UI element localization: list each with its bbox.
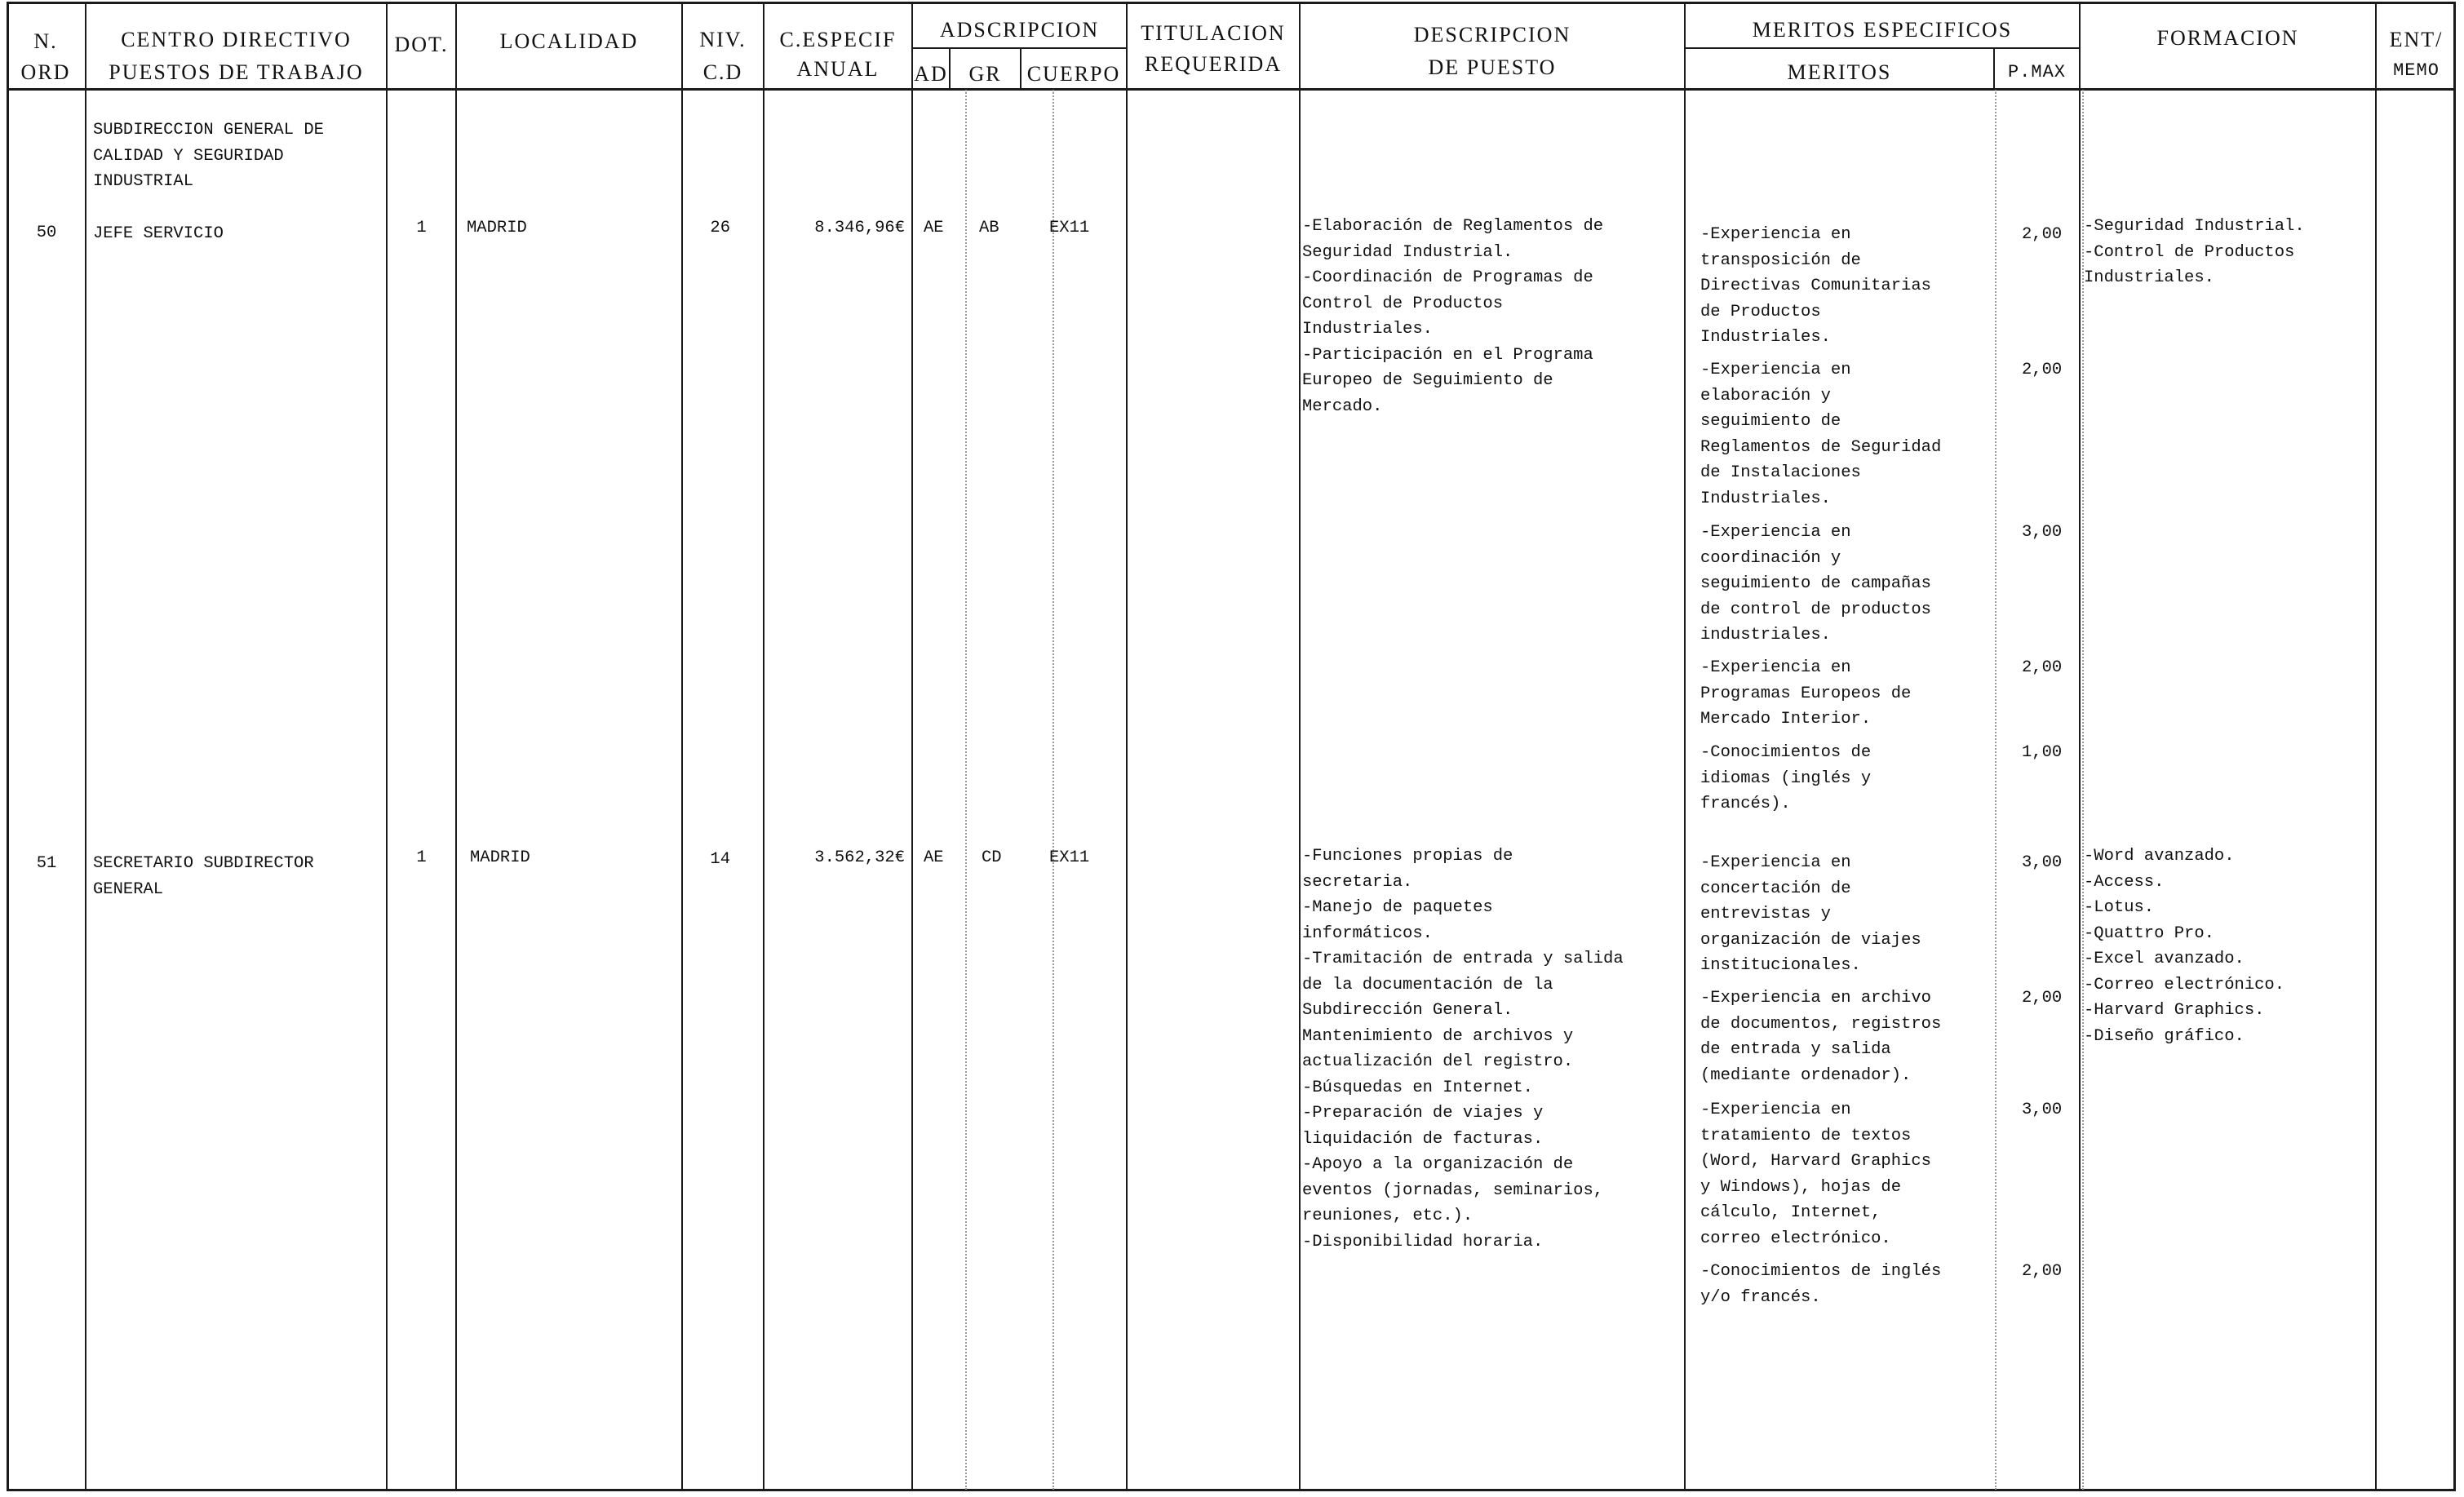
row-50-merito-3: -Experiencia en coordinación y seguimiento de campañas de control de productos industriales.	[1700, 523, 1931, 644]
header-ent: ENT/	[2389, 28, 2444, 51]
header-puestos-de-trabajo: PUESTOS DE TRABAJO	[109, 60, 364, 84]
row-50-pmax-1: 2,00	[2022, 225, 2063, 244]
header-titulacion: TITULACION	[1141, 21, 1286, 45]
row-50-dot: 1	[416, 219, 427, 237]
header-cd: C.D	[702, 60, 743, 84]
row-51-merito-1: -Experiencia en concertación de entrevistas y organización de viajes institucionales.	[1700, 853, 1921, 975]
row-50-ad: AE	[924, 219, 944, 237]
ad-guide	[965, 90, 967, 1490]
row-50-descripcion: -Elaboración de Reglamentos de Seguridad Industrial. -Coordinación de Programas de Control de Productos Industriales. -Participación en el Programa Europeo de Seguimiento de Mercado.	[1302, 217, 1604, 416]
header-meritos-especificos: MERITOS ESPECIFICOS	[1752, 18, 2013, 42]
col-sep-formacion	[2375, 2, 2377, 1491]
header-meritos: MERITOS	[1787, 60, 1892, 84]
row-51-pmax-2: 2,00	[2022, 989, 2063, 1008]
row-50-localidad: MADRID	[467, 219, 527, 237]
header-memo: MEMO	[2393, 60, 2440, 81]
header-de-puesto: DE PUESTO	[1428, 55, 1557, 79]
header-niv: NIV.	[699, 28, 747, 51]
row-50-merito-1: -Experiencia en transposición de Directivas Comunitarias de Productos Industriales.	[1700, 225, 1931, 347]
row-51-descripcion: -Funciones propias de secretaria. -Manejo de paquetes informáticos. -Tramitación de entrada y salida de la documentación de la Subdirección General. Mantenimiento de archivos y actualización del registro. -Búsquedas en Internet. -Preparación de viajes y liquidación de facturas. -Apoyo a la organización de eventos (jornadas, seminarios, reuniones, etc.). -Disponibilidad horaria.	[1302, 847, 1624, 1251]
header-adscripcion: ADSCRIPCION	[939, 18, 1100, 42]
header-bottom-rule	[7, 88, 2456, 91]
row-51-pmax-4: 2,00	[2022, 1262, 2063, 1281]
row-50-merito-2: -Experiencia en elaboración y seguimiento de Reglamentos de Seguridad de Instalaciones Industriales.	[1700, 361, 1942, 508]
row-51-dot: 1	[416, 848, 427, 867]
row-50-merito-5: -Conocimientos de idiomas (inglés y francés).	[1700, 743, 1872, 813]
col-sep-descripcion	[1684, 2, 1686, 1491]
header-requerida: REQUERIDA	[1144, 52, 1283, 76]
adscripcion-rule	[912, 47, 1126, 49]
row-51-merito-4: -Conocimientos de inglés y/o francés.	[1700, 1262, 1942, 1307]
gr-guide	[1053, 90, 1054, 1490]
col-sep-cesp	[911, 2, 913, 1491]
col-sep-cuerpo	[1126, 2, 1128, 1491]
row-51-niv: 14	[710, 850, 730, 869]
formacion-guide	[2082, 90, 2084, 1490]
header-centro-directivo: CENTRO DIRECTIVO	[121, 28, 352, 51]
row-51-formacion: -Word avanzado. -Access. -Lotus. -Quattro Pro. -Excel avanzado. -Correo electrónico. -Harvard Graphics. -Diseño gráfico.	[2084, 847, 2285, 1046]
col-sep-titulacion	[1299, 2, 1301, 1491]
row-50-pmax-3: 3,00	[2022, 523, 2063, 542]
row-50-puesto: JEFE SERVICIO	[93, 224, 224, 243]
row-50-pmax-2: 2,00	[2022, 361, 2063, 379]
header-formacion: FORMACION	[2156, 26, 2299, 50]
row-50-cesp: 8.346,96€	[814, 219, 905, 237]
col-sep-meritos	[2079, 2, 2081, 1491]
meritos-rule	[1685, 47, 2080, 49]
row-50-n: 50	[36, 224, 57, 242]
row-51-cuerpo: EX11	[1049, 848, 1090, 867]
row-51-ad: AE	[924, 848, 944, 867]
header-gr: GR	[968, 62, 1002, 86]
row-51-pmax-3: 3,00	[2022, 1101, 2063, 1119]
row-50-pmax-4: 2,00	[2022, 658, 2063, 677]
header-descripcion: DESCRIPCION	[1413, 23, 1571, 47]
header-n: N.	[33, 29, 58, 53]
row-51-pmax-1: 3,00	[2022, 853, 2063, 872]
row-50-merito-4: -Experiencia en Programas Europeos de Mercado Interior.	[1700, 658, 1912, 729]
header-cuerpo: CUERPO	[1026, 62, 1121, 86]
row-51-localidad: MADRID	[470, 848, 530, 867]
pmax-guide	[1995, 90, 1996, 1490]
row-50-niv: 26	[710, 219, 730, 237]
col-sep-dot	[455, 2, 457, 1491]
row-51-cesp: 3.562,32€	[814, 848, 905, 867]
row-51-merito-2: -Experiencia en archivo de documentos, registros de entrada y salida (mediante ordenador).	[1700, 989, 1942, 1085]
header-dot: DOT.	[394, 33, 449, 56]
row-50-pmax-5: 1,00	[2022, 743, 2063, 762]
row-50-cuerpo: EX11	[1049, 219, 1090, 237]
row-51-puesto: SECRETARIO SUBDIRECTOR GENERAL	[93, 854, 314, 899]
header-ord: ORD	[20, 60, 71, 84]
header-ad: AD	[914, 62, 948, 86]
row-51-n: 51	[36, 854, 57, 873]
row-50-gr: AB	[979, 219, 999, 237]
row-51-gr: CD	[982, 848, 1002, 867]
header-anual: ANUAL	[796, 57, 880, 81]
row-50-formacion: -Seguridad Industrial. -Control de Productos Industriales.	[2084, 217, 2305, 287]
header-localidad: LOCALIDAD	[499, 29, 639, 53]
section-title: SUBDIRECCION GENERAL DE CALIDAD Y SEGURIDAD INDUSTRIAL	[93, 121, 324, 191]
header-cespecif: C.ESPECIF	[779, 28, 897, 51]
header-pmax: P.MAX	[2007, 62, 2066, 82]
col-sep-nord	[85, 2, 86, 1491]
row-51-merito-3: -Experiencia en tratamiento de textos (Word, Harvard Graphics y Windows), hojas de cálculo, Internet, correo electrónico.	[1700, 1101, 1931, 1248]
